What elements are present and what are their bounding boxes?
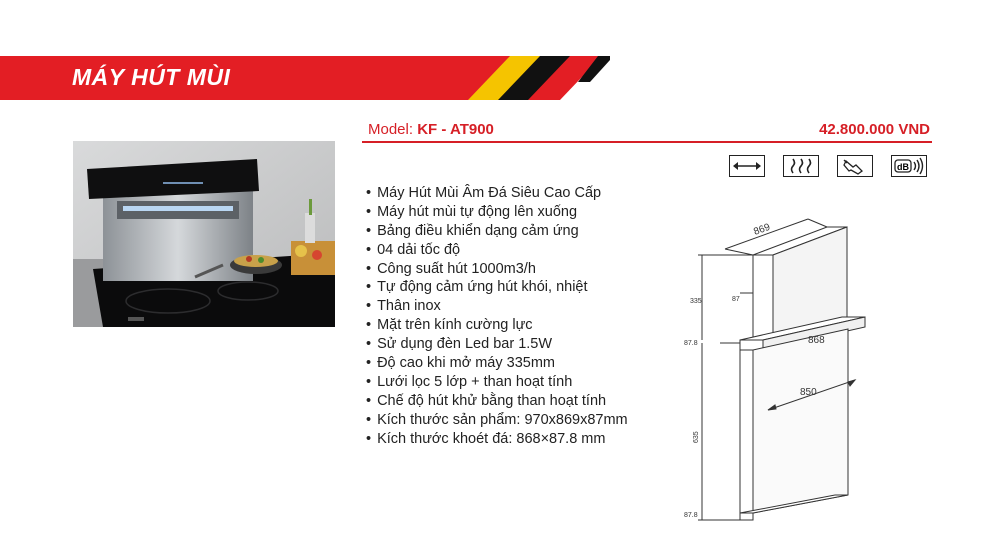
dim-bottom-thickness: 87.8 xyxy=(684,512,698,519)
feature-item: • Công suất hút 1000m3/h xyxy=(366,260,628,279)
technical-drawing xyxy=(680,215,890,530)
touch-hand-icon xyxy=(837,155,873,177)
feature-item: • Máy Hút Mùi Âm Đá Siêu Cao Cấp xyxy=(366,184,628,203)
feature-item: • Kích thước khoét đá: 868×87.8 mm xyxy=(366,430,628,449)
feature-item: • Mặt trên kính cường lực xyxy=(366,316,628,335)
feature-item: • Sử dụng đèn Led bar 1.5W xyxy=(366,335,628,354)
feature-item: • Thân inox xyxy=(366,297,628,316)
feature-list xyxy=(366,184,628,448)
dim-base-thickness: 87.8 xyxy=(684,340,698,347)
banner-stripes xyxy=(460,56,610,100)
heat-waves-icon xyxy=(783,155,819,177)
feature-item: • 04 dải tốc độ xyxy=(366,241,628,260)
dim-open-height: 335 xyxy=(690,298,702,305)
dim-top-width: 869 xyxy=(752,221,772,238)
dim-body-height: 635 xyxy=(693,431,700,443)
model-code: KF - AT900 xyxy=(417,121,494,138)
decibel-icon xyxy=(891,155,927,177)
feature-item: • Máy hút mùi tự động lên xuống xyxy=(366,203,628,222)
feature-item: • Chế độ hút khử bằng than hoạt tính xyxy=(366,392,628,411)
dim-panel-depth: 87 xyxy=(732,296,740,303)
dim-base-width: 868 xyxy=(808,335,825,346)
model-info xyxy=(368,121,494,138)
page-title: MÁY HÚT MÙI xyxy=(72,64,231,90)
product-photo xyxy=(73,141,335,327)
model-label: Model: xyxy=(368,121,414,138)
feature-item: • Lưới lọc 5 lớp + than hoạt tính xyxy=(366,373,628,392)
feature-item: • Độ cao khi mở máy 335mm xyxy=(366,354,628,373)
width-arrows-icon xyxy=(729,155,765,177)
model-underline xyxy=(362,141,932,143)
feature-item: • Kích thước sản phẩm: 970x869x87mm xyxy=(366,411,628,430)
dim-body-width: 850 xyxy=(800,387,817,398)
price: 42.800.000 VND xyxy=(819,121,930,138)
decibel-label: dB xyxy=(897,162,909,172)
feature-item: • Bảng điều khiển dạng cảm ứng xyxy=(366,222,628,241)
feature-item: • Tự động cảm ứng hút khói, nhiệt xyxy=(366,278,628,297)
